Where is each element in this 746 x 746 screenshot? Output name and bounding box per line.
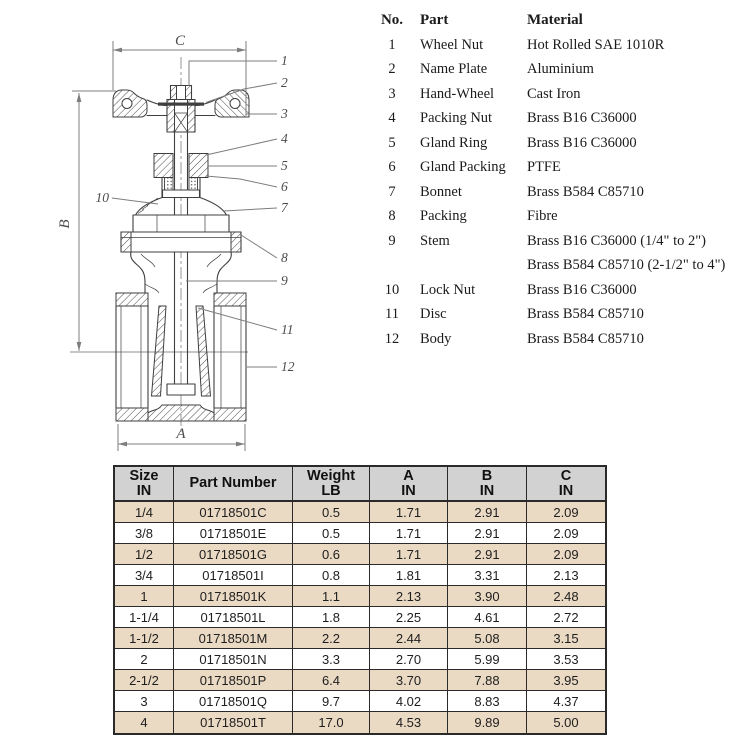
lock-nut	[163, 190, 200, 198]
spec-c-cell: 3.53	[553, 651, 579, 667]
parts-table-row	[378, 302, 738, 327]
spec-size-cell: 3	[115, 691, 174, 711]
part-number-cell: 5	[388, 134, 396, 151]
spec-table-row	[115, 502, 605, 523]
spec-weight-cell: 17.0	[293, 712, 370, 733]
packing-flange	[121, 232, 241, 252]
callout-9: 9	[281, 273, 288, 288]
parts-table-row	[378, 131, 738, 156]
callout-3: 3	[281, 106, 288, 121]
callout-7: 7	[281, 200, 288, 215]
material-line-1: Cast Iron	[527, 85, 581, 102]
part-material-cell	[527, 155, 738, 180]
spec-size-cell: 3/8	[115, 523, 174, 543]
spec-a-cell: 1.71	[370, 502, 448, 522]
spec-a-cell: 2.25	[370, 607, 448, 627]
parts-table-row	[378, 180, 738, 205]
part-name-cell: Packing	[420, 208, 467, 224]
spec-header-c: C IN	[558, 467, 574, 499]
part-name-cell: Lock Nut	[420, 281, 476, 298]
spec-a-cell: 1.71	[370, 544, 448, 564]
spec-part-number-cell: 01718501M	[174, 628, 293, 648]
part-number-cell: 10	[384, 281, 400, 298]
parts-table-row	[378, 106, 738, 131]
spec-weight-cell: 1.8	[293, 607, 370, 627]
part-material-cell	[527, 180, 738, 205]
spec-size-cell: 1/2	[115, 544, 174, 564]
spec-weight-cell: 0.6	[293, 544, 370, 564]
spec-a-cell: 1.81	[370, 565, 448, 585]
parts-table-row	[378, 327, 738, 352]
spec-b-cell: 2.91	[448, 523, 527, 543]
size-specification-table	[113, 465, 607, 735]
spec-header-b: B IN	[448, 467, 527, 500]
spec-size-cell: 2	[115, 649, 174, 669]
spec-table-header	[115, 467, 605, 502]
part-material-cell	[527, 204, 738, 229]
spec-part-number-cell: 01718501P	[174, 670, 293, 690]
spec-header-size: Size IN	[115, 467, 174, 500]
part-name-cell: Body	[420, 330, 452, 347]
spec-part-number-cell: 01718501Q	[174, 691, 293, 711]
spec-weight-cell: 0.8	[293, 565, 370, 585]
dimension-b	[57, 91, 116, 351]
spec-c-cell: 2.13	[553, 567, 579, 583]
spec-a-cell: 2.70	[370, 649, 448, 669]
part-name-cell: Name Plate	[420, 61, 488, 77]
callout-8: 8	[281, 250, 288, 265]
spec-table-row	[115, 544, 605, 565]
spec-c-cell: 3.95	[553, 672, 579, 688]
part-material-cell	[527, 229, 738, 278]
spec-b-cell: 3.90	[448, 586, 527, 606]
spec-table-row	[115, 649, 605, 670]
dimension-a	[118, 424, 245, 451]
spec-weight-cell: 3.3	[293, 649, 370, 669]
parts-table-row	[378, 229, 738, 278]
spec-a-cell: 3.70	[370, 670, 448, 690]
part-name-cell: Stem	[420, 232, 450, 249]
spec-table-row	[115, 670, 605, 691]
spec-part-number-cell: 01718501I	[174, 565, 293, 585]
spec-c-cell: 5.00	[553, 715, 579, 730]
spec-table-row	[115, 712, 605, 733]
material-line-1: Brass B16 C36000 (1/4" to 2")	[527, 232, 706, 249]
material-line-1: Hot Rolled SAE 1010R	[527, 36, 665, 53]
part-number-cell: 8	[388, 208, 396, 224]
spec-part-number-cell: 01718501N	[174, 649, 293, 669]
part-name-cell: Packing Nut	[420, 110, 493, 126]
callout-12: 12	[281, 359, 295, 374]
spec-size-cell: 1-1/4	[115, 607, 174, 627]
material-line-1: Fibre	[527, 208, 558, 224]
part-material-cell	[527, 302, 738, 327]
spec-b-cell: 9.89	[448, 712, 527, 733]
callout-4: 4	[281, 131, 288, 146]
part-number-cell: 1	[388, 36, 396, 53]
material-line-1: Brass B584 C85710	[527, 306, 644, 322]
spec-size-cell: 3/4	[115, 565, 174, 585]
part-material-cell	[527, 57, 738, 82]
callout-6: 6	[281, 179, 288, 194]
spec-part-number-cell: 01718501E	[174, 523, 293, 543]
dim-label-b: B	[57, 219, 73, 229]
spec-weight-cell: 1.1	[293, 586, 370, 606]
spec-size-cell: 1/4	[115, 502, 174, 522]
part-material-cell	[527, 82, 738, 107]
spec-weight-cell: 0.5	[293, 523, 370, 543]
material-line-1: Brass B584 C85710	[527, 330, 644, 347]
spec-c-cell: 2.48	[553, 588, 579, 604]
parts-header-no: No.	[380, 12, 404, 28]
spec-weight-cell: 0.5	[293, 502, 370, 522]
part-number-cell: 4	[388, 110, 396, 126]
spec-b-cell: 8.83	[448, 691, 527, 711]
spec-a-cell: 4.02	[370, 691, 448, 711]
spec-table-row	[115, 691, 605, 712]
spec-size-cell: 2-1/2	[115, 670, 174, 690]
spec-c-cell: 2.09	[553, 546, 579, 562]
spec-table-row	[115, 607, 605, 628]
spec-c-cell: 3.15	[553, 630, 579, 646]
part-name-cell: Gland Packing	[420, 159, 506, 175]
part-name-cell: Disc	[420, 306, 447, 322]
spec-b-cell: 3.31	[448, 565, 527, 585]
spec-b-cell: 5.99	[448, 649, 527, 669]
parts-table-rows	[378, 33, 738, 352]
parts-table-row	[378, 204, 738, 229]
parts-table-row	[378, 278, 738, 303]
dim-label-a: A	[176, 426, 186, 442]
material-line-1: Aluminium	[527, 61, 594, 77]
part-number-cell: 6	[388, 159, 396, 175]
part-material-cell	[527, 131, 738, 156]
parts-header-material: Material	[527, 12, 583, 28]
spec-b-cell: 7.88	[448, 670, 527, 690]
material-line-1: Brass B16 C36000	[527, 110, 637, 126]
spec-table-row	[115, 523, 605, 544]
material-line-1: PTFE	[527, 159, 561, 175]
material-line-2: Brass B584 C85710 (2-1/2" to 4")	[527, 257, 726, 273]
spec-a-cell: 2.13	[370, 586, 448, 606]
part-number-cell: 7	[388, 183, 396, 200]
parts-materials-table	[378, 8, 738, 351]
parts-table-row	[378, 155, 738, 180]
parts-table-header	[378, 8, 738, 33]
part-number-cell: 3	[388, 85, 396, 102]
dim-label-c: C	[174, 33, 186, 49]
spec-size-cell: 4	[115, 712, 174, 733]
part-material-cell	[527, 106, 738, 131]
part-number-cell: 12	[384, 330, 400, 347]
spec-part-number-cell: 01718501L	[174, 607, 293, 627]
spec-c-cell: 4.37	[553, 693, 579, 709]
part-material-cell	[527, 327, 738, 352]
spec-table-rows	[115, 502, 605, 733]
callout-1: 1	[281, 53, 288, 68]
part-name-cell: Gland Ring	[420, 134, 488, 151]
spec-part-number-cell: 01718501G	[174, 544, 293, 564]
spec-table-row	[115, 586, 605, 607]
material-line-1: Brass B16 C36000	[527, 281, 637, 298]
parts-table-row	[378, 82, 738, 107]
spec-weight-cell: 9.7	[293, 691, 370, 711]
wheel-nut	[171, 86, 192, 100]
callout-11: 11	[281, 322, 294, 337]
spec-part-number-cell: 01718501T	[174, 712, 293, 733]
parts-header-part: Part	[420, 12, 449, 28]
part-number-cell: 9	[388, 232, 396, 249]
spec-a-cell: 4.53	[370, 712, 448, 733]
part-number-cell: 2	[388, 61, 396, 77]
spec-c-cell: 2.09	[553, 504, 579, 520]
part-name-cell: Hand-Wheel	[420, 85, 495, 102]
spec-table-row	[115, 628, 605, 649]
spec-c-cell: 2.09	[553, 525, 579, 541]
material-line-1: Brass B584 C85710	[527, 183, 644, 200]
part-name-cell: Wheel Nut	[420, 36, 484, 53]
name-plate	[158, 103, 204, 106]
part-material-cell	[527, 33, 738, 58]
parts-table-row	[378, 33, 738, 58]
spec-size-cell: 1	[115, 586, 174, 606]
spec-table-row	[115, 565, 605, 586]
spec-part-number-cell: 01718501C	[174, 502, 293, 522]
spec-header-a: A IN	[370, 467, 448, 500]
spec-weight-cell: 2.2	[293, 628, 370, 648]
material-line-1: Brass B16 C36000	[527, 134, 637, 151]
spec-c-cell: 2.72	[553, 609, 579, 625]
spec-b-cell: 4.61	[448, 607, 527, 627]
spec-b-cell: 5.08	[448, 628, 527, 648]
callout-2: 2	[281, 75, 288, 90]
spec-size-cell: 1-1/2	[115, 628, 174, 648]
part-number-cell: 11	[385, 306, 399, 322]
spec-a-cell: 1.71	[370, 523, 448, 543]
callout-5: 5	[281, 158, 288, 173]
spec-part-number-cell: 01718501K	[174, 586, 293, 606]
part-name-cell: Bonnet	[420, 183, 462, 200]
spec-header-weight: Weight LB	[293, 467, 370, 500]
spec-b-cell: 2.91	[448, 544, 527, 564]
spec-b-cell: 2.91	[448, 502, 527, 522]
spec-weight-cell: 6.4	[293, 670, 370, 690]
parts-table-row	[378, 57, 738, 82]
callout-10: 10	[95, 190, 109, 205]
spec-a-cell: 2.44	[370, 628, 448, 648]
spec-header-part-number: Part Number	[174, 467, 293, 500]
part-material-cell	[527, 278, 738, 303]
